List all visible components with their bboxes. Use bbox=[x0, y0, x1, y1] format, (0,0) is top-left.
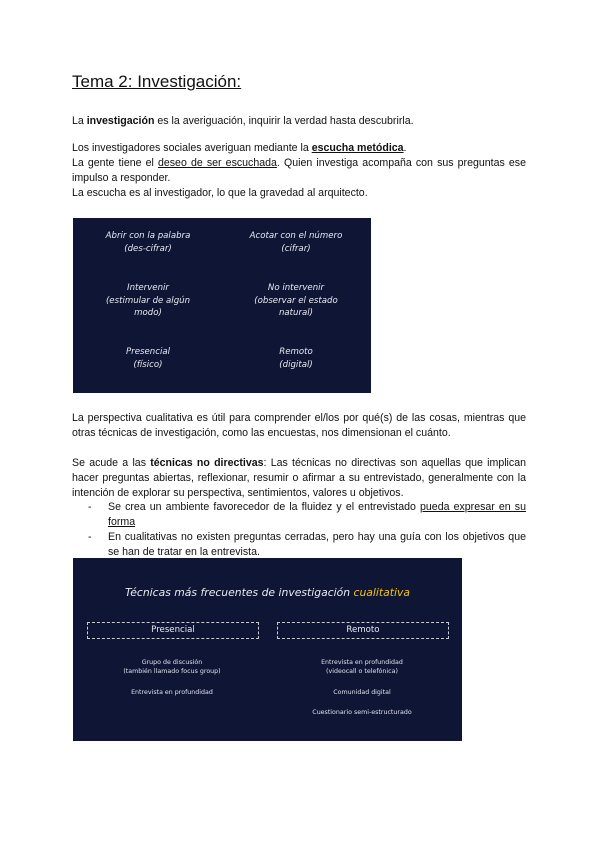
highlighted-word: cualitativa bbox=[353, 586, 410, 599]
dash-bullet: - bbox=[88, 531, 92, 543]
technique-item: Grupo de discusión (también llamado focus group) bbox=[123, 659, 221, 675]
underlined-term: deseo de ser escuchada bbox=[157, 157, 277, 169]
text: En cualitativas no existen preguntas cerradas, pero hay una guía con los objetivos que se han de tratar en la entrevista. bbox=[108, 531, 526, 558]
header-remote: Remoto bbox=[277, 622, 449, 639]
technique-item: Comunidad digital bbox=[333, 689, 391, 696]
cell-open-word: Abrir con la palabra (des-cifrar) bbox=[105, 231, 191, 254]
underlined-term: pueda expresar en su forma bbox=[108, 501, 526, 528]
techniques-slide bbox=[73, 558, 462, 741]
slide-title: Técnicas más frecuentes de investigación cualitativa bbox=[125, 586, 410, 599]
paragraph-qualitative: La perspectiva cualitativa es útil para comprender el/los por qué(s) de las cosas, mientras que otras técnicas de investigación, como las encuestas, nos dimensionan el cuánto. bbox=[72, 412, 526, 439]
text: La gente tiene el bbox=[72, 157, 158, 169]
cell-not-intervene: No intervenir (observar el estado natural) bbox=[254, 283, 338, 318]
text: : Las técnicas no directivas son aquellas que implican hacer preguntas abiertas, reflexionar, resumir o afirmar a su entrevistado, generalmente con la intención de explorar su perspectiva, sentimientos, valores u objetivos. bbox=[72, 457, 526, 499]
cell-remote: Remoto (digital) bbox=[279, 347, 313, 370]
cell-bound-number: Acotar con el número (cifrar) bbox=[249, 231, 343, 254]
text: Se acude a las bbox=[72, 457, 151, 469]
cell-intervene: Intervenir (estimular de algún modo) bbox=[105, 283, 191, 318]
paragraph-nondirective bbox=[72, 456, 526, 501]
text: La bbox=[72, 115, 87, 127]
paragraph-definition bbox=[72, 114, 414, 129]
page-title: Tema 2: Investigación: bbox=[72, 72, 242, 91]
dash-bullet: - bbox=[88, 501, 92, 513]
text: . bbox=[403, 142, 407, 154]
technique-item: Entrevista en profundidad (videocall o telefónica) bbox=[321, 659, 403, 675]
bold-term: técnicas no directivas bbox=[150, 457, 264, 469]
technique-item: Cuestionario semi-estructurado bbox=[312, 709, 412, 716]
text: La escucha es al investigador, lo que la gravedad al arquitecto. bbox=[72, 187, 368, 199]
header-in-person: Presencial bbox=[87, 622, 259, 639]
text: Se crea un ambiente favorecedor de la fluidez y el entrevistado bbox=[108, 501, 421, 513]
text: es la averiguación, inquirir la verdad hasta descubrirla. bbox=[154, 115, 414, 127]
text: . Quien investiga acompaña con sus preguntas ese impulso a responder. bbox=[72, 157, 526, 184]
paragraph-listening bbox=[72, 141, 526, 201]
technique-item: Entrevista en profundidad bbox=[131, 689, 213, 696]
comparison-slide bbox=[73, 218, 371, 393]
list-item bbox=[88, 530, 526, 560]
bold-term: investigación bbox=[86, 115, 155, 127]
list-item bbox=[88, 500, 526, 530]
text: Los investigadores sociales averiguan mediante la bbox=[72, 142, 312, 154]
bullet-list bbox=[88, 500, 526, 560]
cell-in-person: Presencial (físico) bbox=[126, 347, 170, 370]
bold-underlined-term: escucha metódica bbox=[311, 142, 404, 154]
